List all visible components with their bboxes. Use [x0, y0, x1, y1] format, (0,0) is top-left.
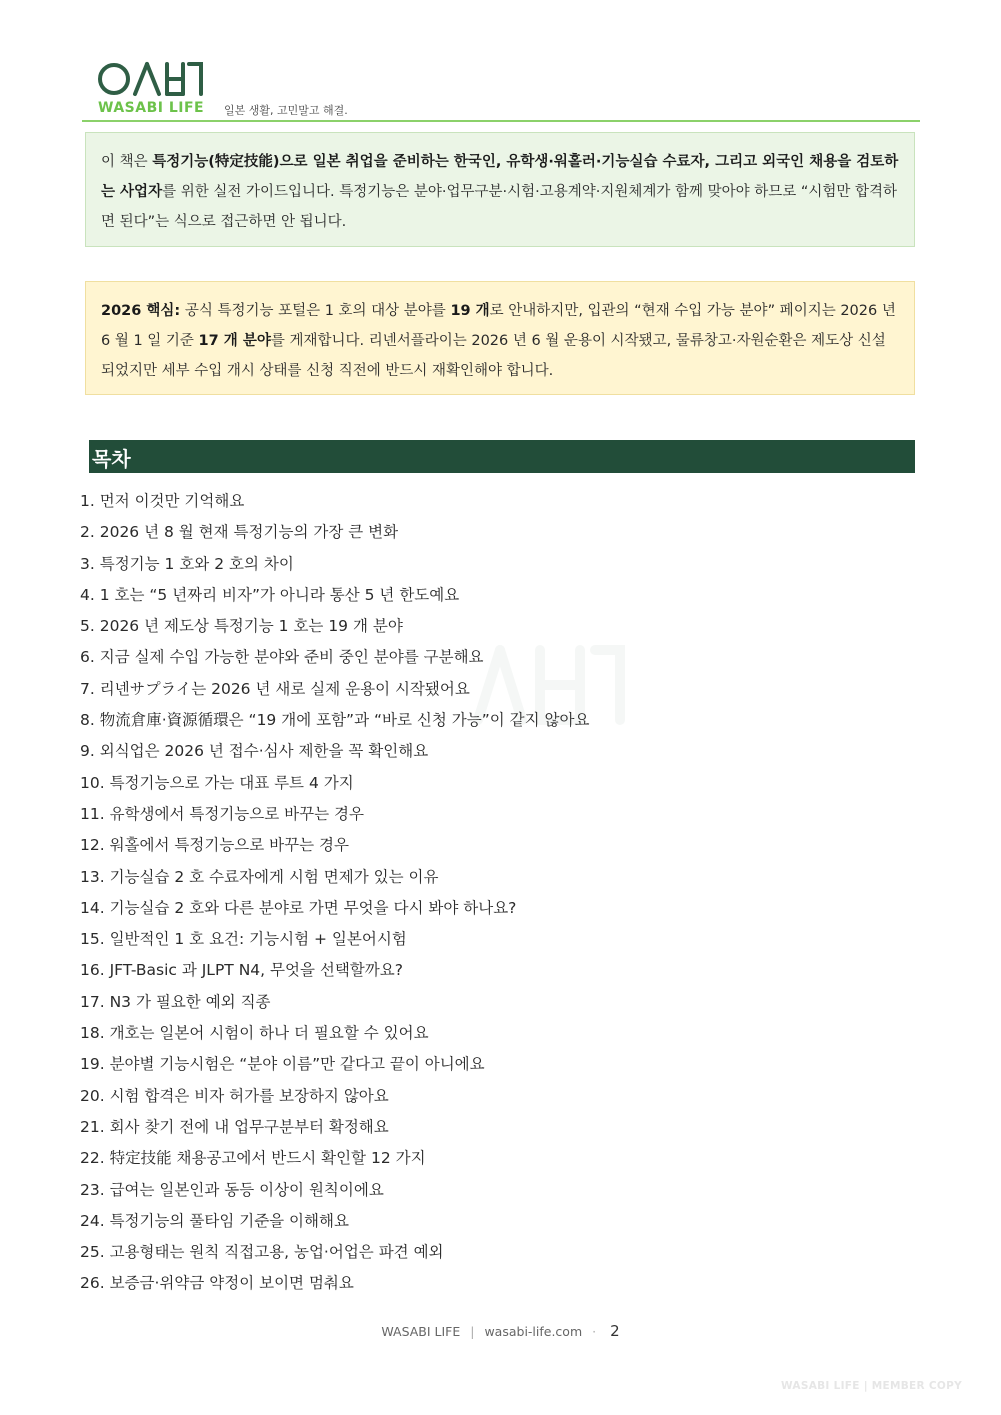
toc-item[interactable]: 9. 외식업은 2026 년 접수·심사 제한을 꼭 확인해요: [80, 742, 429, 761]
toc-title: 목차: [92, 447, 131, 471]
footer-site-link[interactable]: wasabi-life.com: [484, 1324, 583, 1339]
brand-tagline: 일본 생활, 고민말고 해결.: [224, 104, 348, 117]
toc-item[interactable]: 23. 급여는 일본인과 동등 이상이 원칙이에요: [80, 1180, 384, 1199]
toc-item[interactable]: 14. 기능실습 2 호와 다른 분야로 가면 무엇을 다시 봐야 하나요?: [80, 898, 517, 917]
intro-text: 이 책은: [101, 154, 153, 170]
toc-item[interactable]: 12. 워홀에서 특정기능으로 바꾸는 경우: [80, 836, 349, 855]
toc-item[interactable]: 7. 리넨サプライ는 2026 년 새로 실제 운용이 시작됐어요: [80, 679, 470, 698]
toc-item[interactable]: 15. 일반적인 1 호 요건: 기능시험 + 일본어시험: [80, 930, 407, 949]
toc-item[interactable]: 17. N3 가 필요한 예외 직종: [80, 992, 271, 1011]
notice-text-3: 를 게재합니다. 리넨서플라이는 2026 년 6 월 운용이 시작됐고, 물류창고·자원순환은 제도상 신설되었지만 세부 수입 개시 상태를 신청 직전에 반드시 재확인해야 합니다.: [101, 333, 886, 379]
toc-item[interactable]: 24. 특정기능의 풀타임 기준을 이해해요: [80, 1211, 349, 1230]
footer-divider: |: [470, 1324, 475, 1339]
toc-item[interactable]: 1. 먼저 이것만 기억해요: [80, 492, 245, 510]
notice-text-2: 로 안내하지만, 입관의 “현재 수입 가능 분야” 페이지는 2026 년 6 월 1 일 기준: [101, 303, 896, 349]
toc-item[interactable]: 25. 고용형태는 원칙 직접고용, 농업·어업은 파견 예외: [80, 1243, 444, 1262]
page-number: 2: [610, 1322, 620, 1340]
toc-item[interactable]: 3. 특정기능 1 호와 2 호의 차이: [80, 554, 294, 573]
footer-dot: ·: [592, 1324, 597, 1339]
toc-item[interactable]: 8. 物流倉庫·資源循環은 “19 개에 포함”과 “바로 신청 가능”이 같지 않아요: [80, 711, 590, 730]
member-copy-watermark: WASABI LIFE | MEMBER COPY: [781, 1380, 962, 1392]
toc-item[interactable]: 19. 분야별 기능시험은 “분야 이름”만 같다고 끝이 아니에요: [80, 1055, 485, 1074]
wasabi-hangul-logo: [97, 60, 203, 98]
notice-text: 공식 특정기능 포털은 1 호의 대상 분야를: [180, 303, 451, 319]
notice-box: [85, 281, 915, 395]
footer-brand: WASABI LIFE: [381, 1324, 461, 1339]
intro-text-continued: 를 위한 실전 가이드입니다. 특정기능은 분야·업무구분·시험·고용계약·지원체계가 함께 맞아야 하므로 “시험만 합격하면 된다”는 식으로 접근하면 안 됩니다.: [101, 184, 898, 230]
toc-item[interactable]: 5. 2026 년 제도상 특정기능 1 호는 19 개 분야: [80, 617, 403, 636]
toc-item[interactable]: 4. 1 호는 “5 년짜리 비자”가 아니라 통산 5 년 한도예요: [80, 585, 460, 604]
toc-item[interactable]: 13. 기능실습 2 호 수료자에게 시험 면제가 있는 이유: [80, 867, 439, 886]
header-divider: [82, 120, 920, 122]
toc-item[interactable]: 11. 유학생에서 특정기능으로 바꾸는 경우: [80, 804, 364, 823]
intro-highlight: 특정기능(特定技能)으로 일본 취업을 준비하는 한국인, 유학생·워홀러·기능실습 수료자, 그리고 외국인 채용을 검토하는 사업자: [101, 154, 899, 200]
notice-label: 2026 핵심:: [101, 303, 181, 319]
brand-name: WASABI LIFE: [98, 100, 205, 116]
toc-header: [89, 440, 915, 473]
notice-count-19: 19 개: [450, 303, 490, 319]
toc-list: [80, 486, 780, 1300]
toc-item[interactable]: 22. 特定技能 채용공고에서 반드시 확인할 12 가지: [80, 1149, 426, 1168]
page-footer: [0, 1322, 1001, 1340]
notice-count-17: 17 개 분야: [198, 333, 271, 349]
toc-item[interactable]: 21. 회사 찾기 전에 내 업무구분부터 확정해요: [80, 1117, 389, 1136]
toc-item[interactable]: 10. 특정기능으로 가는 대표 루트 4 가지: [80, 773, 354, 792]
toc-item[interactable]: 20. 시험 합격은 비자 허가를 보장하지 않아요: [80, 1086, 389, 1105]
toc-item[interactable]: 18. 개호는 일본어 시험이 하나 더 필요할 수 있어요: [80, 1024, 429, 1043]
toc-item[interactable]: 16. JFT-Basic 과 JLPT N4, 무엇을 선택할까요?: [80, 961, 403, 980]
toc-item[interactable]: 2. 2026 년 8 월 현재 특정기능의 가장 큰 변화: [80, 523, 399, 542]
toc-item[interactable]: 6. 지금 실제 수입 가능한 분야와 준비 중인 분야를 구분해요: [80, 648, 484, 667]
toc-item[interactable]: 26. 보증금·위약금 약정이 보이면 멈춰요: [80, 1274, 354, 1293]
page-header: [97, 58, 919, 122]
intro-box: [85, 132, 915, 247]
